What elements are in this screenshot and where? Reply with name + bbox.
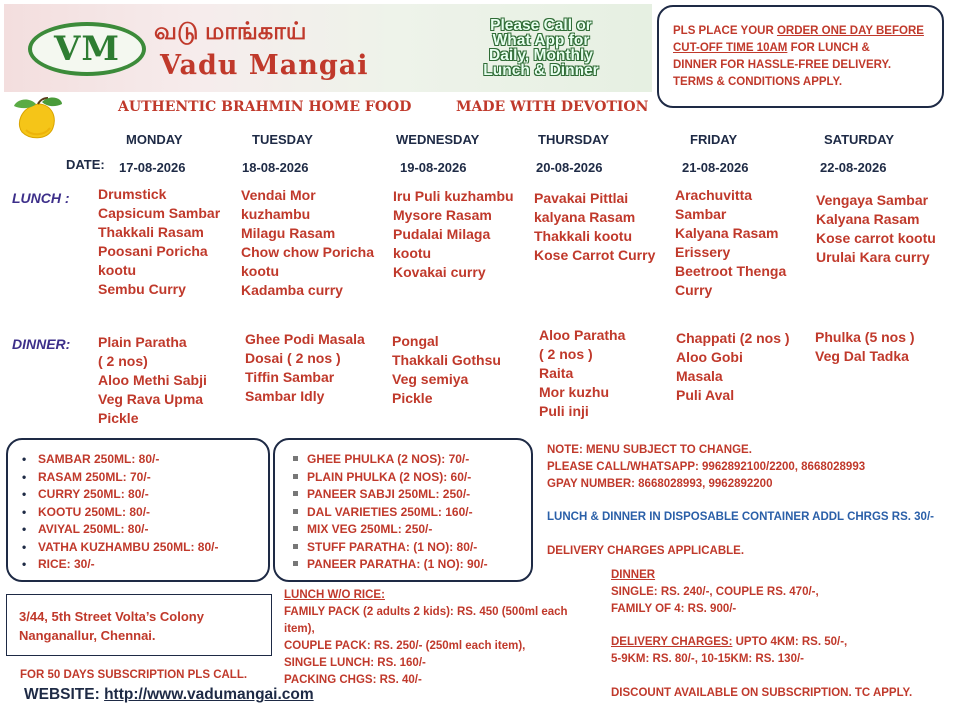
menu-item: Curry (675, 282, 713, 298)
bullet-icon: • (22, 487, 27, 501)
tagline-left: AUTHENTIC BRAHMIN HOME FOOD (118, 99, 412, 115)
price-item (22, 469, 268, 487)
menu-item: Dosai ( 2 nos ) (245, 350, 341, 366)
menu-item: Puli inji (539, 403, 589, 419)
date-value: 19-08-2026 (400, 160, 467, 175)
menu-item: Pudalai Milaga (393, 226, 491, 242)
menu-item: Erissery (675, 244, 731, 260)
notice-underline: ORDER ONE DAY BEFORE (776, 25, 924, 37)
container-charges-note: LUNCH & DINNER IN DISPOSABLE CONTAINER ADDL CHRGS RS. 30/- (547, 511, 934, 523)
menu-item: Masala (676, 368, 723, 384)
day-header: TUESDAY (252, 132, 313, 147)
menu-item: Arachuvitta (675, 187, 753, 203)
dinner-prices-section (611, 567, 819, 618)
bullet-icon: • (22, 504, 27, 519)
lunch-menu-tuesday (241, 186, 374, 300)
delivery-note: DELIVERY CHARGES APPLICABLE. (547, 545, 745, 557)
contact-numbers: PLEASE CALL/WHATSAPP: 9962892100/2200, 8668028993 (547, 461, 866, 473)
date-value: 18-08-2026 (242, 160, 309, 175)
lunch-menu-thursday (534, 189, 655, 265)
dinner-label: DINNER: (12, 336, 71, 352)
menu-item: Kose carrot kootu (816, 230, 936, 246)
brand-logo (28, 22, 146, 76)
date-value: 22-08-2026 (820, 160, 887, 175)
day-header: FRIDAY (690, 132, 738, 147)
price-box-breads (273, 438, 533, 582)
price-text: MIX VEG 250ML: 250/- (307, 522, 433, 536)
dinner-menu-tuesday (245, 330, 365, 406)
price-text: AVIYAL 250ML: 80/- (38, 522, 149, 536)
website-label: WEBSITE: (24, 686, 105, 703)
price-item (22, 486, 268, 504)
menu-item: Kose Carrot Curry (534, 247, 656, 263)
menu-item: Kalyana Rasam (816, 211, 920, 227)
notice-text: FOR LUNCH & (787, 42, 870, 54)
menu-item: Sambar Idly (245, 388, 325, 404)
menu-item: Veg Dal Tadka (815, 348, 909, 364)
price-line: FAMILY OF 4: RS. 900/- (611, 603, 737, 615)
brand-name: Vadu Mangai (160, 50, 369, 81)
price-line: SINGLE LUNCH: RS. 160/- (284, 657, 426, 669)
price-line: PACKING CHGS: RS. 40/- (284, 674, 422, 686)
menu-item: Mor kuzhu (539, 384, 609, 400)
menu-item: kootu (98, 262, 137, 278)
price-item (22, 539, 268, 557)
menu-item: Veg semiya (392, 371, 469, 387)
price-item (291, 486, 531, 504)
call-line: Lunch & Dinner (483, 62, 599, 79)
menu-item: Vengaya Sambar (816, 192, 929, 208)
price-box-side-dishes (6, 438, 270, 582)
subscription-note: FOR 50 DAYS SUBSCRIPTION PLS CALL. (20, 669, 248, 681)
call-line: Daily, Monthly (489, 47, 593, 64)
price-text: STUFF PARATHA: (1 NO): 80/- (307, 539, 478, 554)
notice-text: TERMS & CONDITIONS APPLY. (673, 76, 843, 88)
menu-item: Thakkali kootu (534, 228, 633, 244)
address-box (6, 594, 272, 656)
lunch-label: LUNCH : (12, 190, 70, 206)
menu-item: Kovakai curry (393, 264, 486, 280)
price-text: RASAM 250ML: 70/- (38, 469, 151, 484)
day-header: SATURDAY (824, 132, 895, 147)
price-list (22, 451, 268, 574)
price-item (291, 504, 531, 522)
menu-item: kootu (393, 245, 432, 261)
lunch-menu-saturday (816, 191, 936, 267)
price-text: KOOTU 250ML: 80/- (38, 504, 151, 519)
date-value: 17-08-2026 (119, 160, 186, 175)
menu-item: Pickle (98, 410, 139, 426)
logo-text: VM (53, 29, 120, 69)
menu-item: Thakkali Gothsu (392, 352, 501, 368)
price-line: UPTO 4KM: RS. 50/-, (732, 636, 848, 648)
menu-item: Pickle (392, 390, 433, 406)
price-item (291, 539, 531, 557)
dinner-menu-thursday (539, 326, 625, 421)
brand-name-tamil: வடு மாங்காய் (154, 18, 307, 45)
day-header: WEDNESDAY (396, 132, 480, 147)
square-bullet-icon (293, 544, 298, 549)
date-label: DATE: (66, 157, 105, 172)
header-banner (4, 4, 652, 92)
section-title: DELIVERY CHARGES: (611, 636, 733, 648)
discount-note: DISCOUNT AVAILABLE ON SUBSCRIPTION. TC APPLY. (611, 687, 913, 699)
dinner-menu-saturday (815, 328, 915, 366)
price-text: PANEER SABJI 250ML: 250/- (307, 487, 471, 501)
menu-item: Kadamba curry (241, 282, 343, 298)
price-item (22, 556, 268, 574)
square-bullet-icon (293, 509, 298, 514)
price-text: PLAIN PHULKA (2 NOS): 60/- (307, 469, 472, 484)
notice-text: DINNER FOR HASSLE-FREE DELIVERY. (673, 59, 892, 71)
notice-text: PLS PLACE YOUR (673, 25, 777, 37)
menu-item: kootu (241, 263, 280, 279)
gpay-numbers: GPAY NUMBER: 8668028993, 9962892200 (547, 478, 773, 490)
day-header: THURSDAY (538, 132, 610, 147)
call-message (456, 18, 626, 78)
square-bullet-icon (293, 491, 298, 496)
call-line: Please Call or (490, 17, 592, 34)
menu-item: Aloo Gobi (676, 349, 743, 365)
bullet-icon: • (22, 557, 27, 571)
price-line: 5-9KM: RS. 80/-, 10-15KM: RS. 130/- (611, 653, 805, 665)
lunch-menu-friday (675, 186, 786, 300)
menu-item: Thakkali Rasam (98, 224, 204, 240)
website-link[interactable]: http://www.vadumangai.com (104, 686, 314, 703)
menu-item: Pongal (392, 333, 439, 349)
price-text: CURRY 250ML: 80/- (38, 487, 149, 501)
menu-item: Urulai Kara curry (816, 249, 930, 265)
menu-item: Aloo Methi Sabji (98, 372, 207, 388)
dinner-menu-friday (676, 329, 790, 405)
menu-item: Ghee Podi Masala (245, 331, 365, 347)
menu-item: kuzhambu (241, 206, 311, 222)
price-text: VATHA KUZHAMBU 250ML: 80/- (38, 539, 219, 554)
lunch-without-rice-section (284, 587, 568, 689)
price-text: PANEER PARATHA: (1 NO): 90/- (307, 557, 488, 571)
price-item (22, 451, 268, 469)
lunch-menu-wednesday (393, 187, 514, 282)
lunch-menu-monday (98, 185, 220, 299)
menu-item: Beetroot Thenga (675, 263, 787, 279)
menu-item: Vendai Mor (241, 187, 316, 203)
price-item (291, 469, 531, 487)
square-bullet-icon (293, 526, 298, 531)
call-line: What App for (492, 32, 590, 49)
delivery-charges-section (611, 634, 847, 668)
menu-item: Plain Paratha (98, 334, 187, 350)
bullet-icon: • (22, 469, 27, 484)
price-line: item), (284, 623, 315, 635)
menu-item: Kalyana Rasam (675, 225, 779, 241)
menu-item: Sembu Curry (98, 281, 186, 297)
menu-item: Aloo Paratha (539, 327, 626, 343)
price-line: FAMILY PACK (2 adults 2 kids): RS. 450 (500ml each (284, 606, 568, 618)
square-bullet-icon (293, 456, 298, 461)
price-list (291, 451, 531, 574)
mango-icon (8, 96, 64, 142)
menu-item: Milagu Rasam (241, 225, 336, 241)
section-title: DINNER (611, 569, 656, 581)
dinner-menu-monday (98, 333, 207, 428)
website-line (24, 686, 314, 704)
notice-underline: CUT-OFF TIME 10AM (673, 42, 788, 54)
price-text: DAL VARIETIES 250ML: 160/- (307, 504, 473, 519)
menu-item: Drumstick (98, 186, 167, 202)
menu-item: Phulka (5 nos ) (815, 329, 915, 345)
address-line: 3/44, 5th Street Volta’s Colony (19, 609, 204, 624)
menu-item: Iru Puli kuzhambu (393, 188, 514, 204)
price-item (291, 521, 531, 539)
tagline-right: MADE WITH DEVOTION (456, 99, 649, 115)
order-notice-box (657, 5, 944, 108)
menu-item: Raita (539, 365, 574, 381)
price-item (291, 451, 531, 469)
menu-item: Sambar (675, 206, 727, 222)
bullet-icon: • (22, 522, 27, 536)
menu-item: Capsicum Sambar (98, 205, 221, 221)
price-text: RICE: 30/- (38, 557, 95, 571)
dinner-menu-wednesday (392, 332, 501, 408)
day-header: MONDAY (126, 132, 183, 147)
menu-item: ( 2 nos ) (539, 346, 593, 362)
menu-item: Chappati (2 nos ) (676, 330, 790, 346)
bullet-icon: • (22, 539, 27, 554)
menu-item: Puli Aval (676, 387, 735, 403)
date-value: 21-08-2026 (682, 160, 749, 175)
price-line: COUPLE PACK: RS. 250/- (250ml each item), (284, 640, 526, 652)
menu-item: Veg Rava Upma (98, 391, 204, 407)
menu-change-note: NOTE: MENU SUBJECT TO CHANGE. (547, 444, 752, 456)
date-value: 20-08-2026 (536, 160, 603, 175)
price-line: SINGLE: RS. 240/-, COUPLE RS. 470/-, (611, 586, 819, 598)
menu-item: Pavakai Pittlai (534, 190, 629, 206)
menu-item: ( 2 nos) (98, 353, 148, 369)
section-title: LUNCH W/O RICE: (284, 589, 385, 601)
price-item (291, 556, 531, 574)
menu-item: Tiffin Sambar (245, 369, 335, 385)
price-text: SAMBAR 250ML: 80/- (38, 452, 160, 466)
address-line: Nanganallur, Chennai. (19, 628, 156, 643)
price-item (22, 504, 268, 522)
square-bullet-icon (293, 561, 298, 566)
price-text: GHEE PHULKA (2 NOS): 70/- (307, 452, 470, 466)
square-bullet-icon (293, 474, 298, 479)
menu-item: Chow chow Poricha (241, 244, 375, 260)
price-item (22, 521, 268, 539)
menu-item: Poosani Poricha (98, 243, 208, 259)
menu-item: kalyana Rasam (534, 209, 636, 225)
bullet-icon: • (22, 452, 27, 466)
menu-item: Mysore Rasam (393, 207, 492, 223)
